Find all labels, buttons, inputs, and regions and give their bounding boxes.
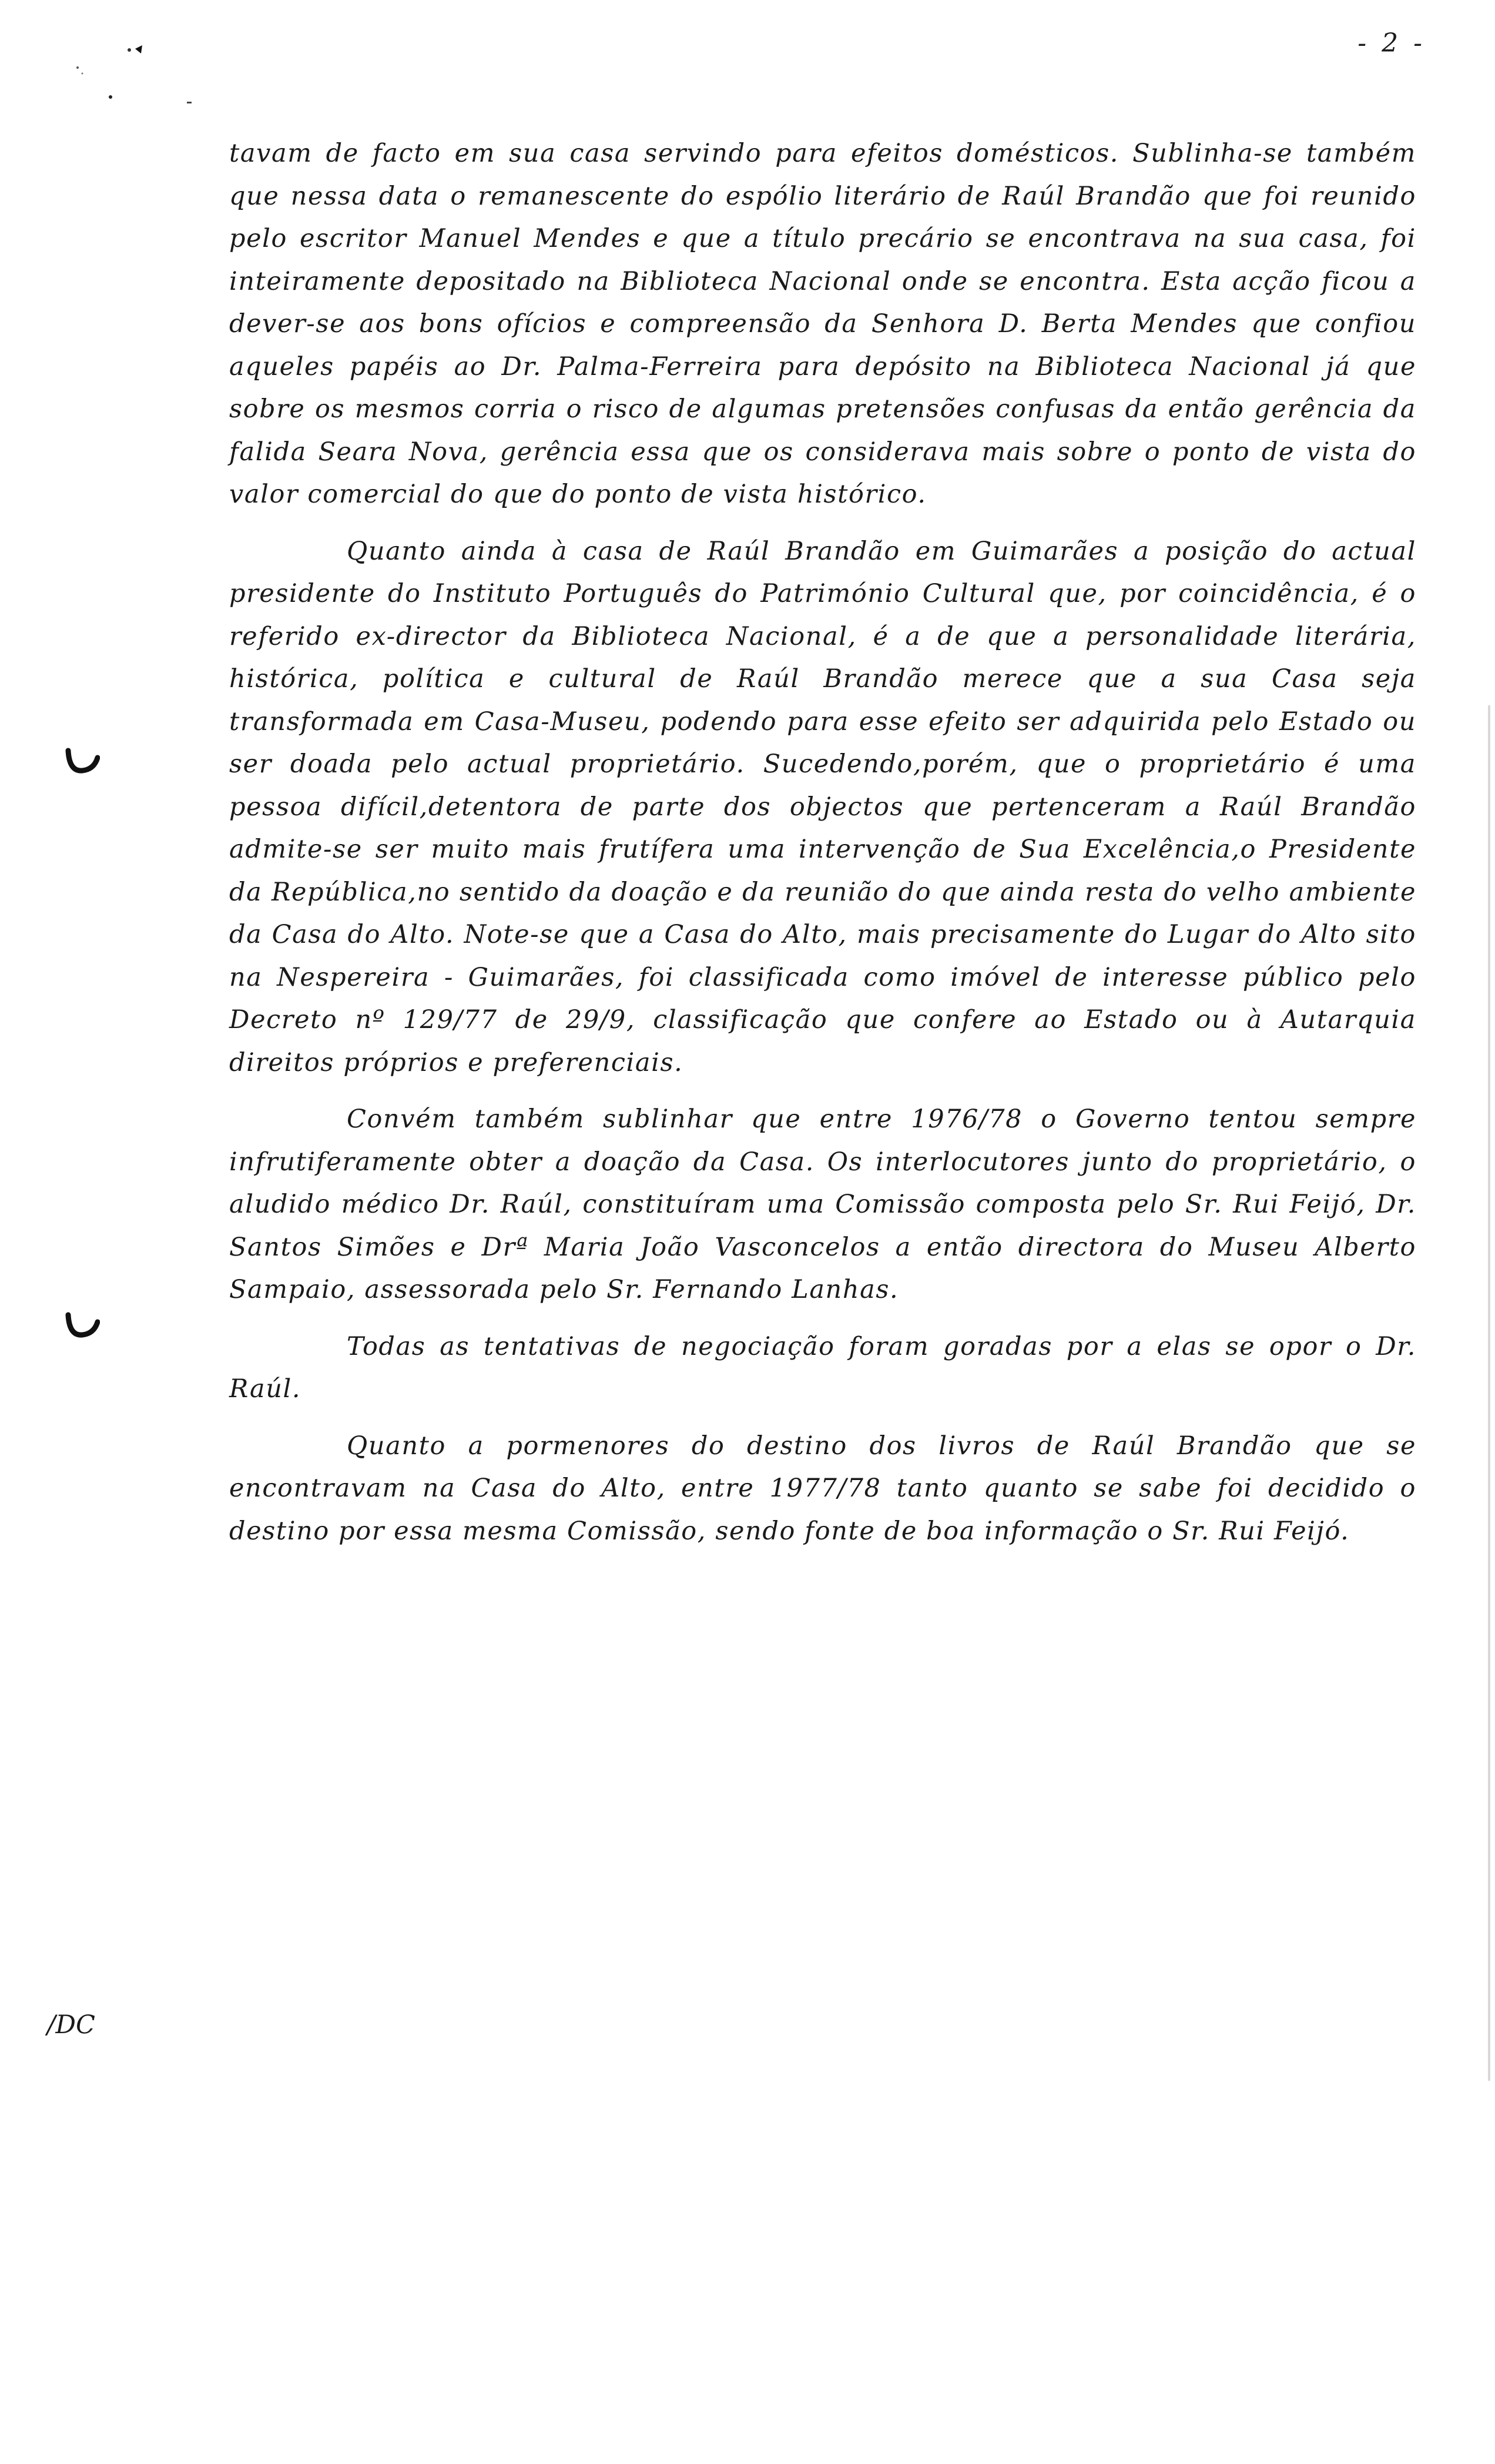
speck-dash [187,102,192,103]
speck-dot [82,73,83,75]
paragraph-4: Todas as tentativas de negociação foram goradas por a elas se opor o Dr. Raúl. [229,1331,1416,1404]
paragraph-2: Quanto ainda à casa de Raúl Brandão em Guimarães a posição do actual presidente do Instituto Português do Património Cultural que, por coincidência, é o referido ex-director da Biblioteca Nacional, é a de que a personalidade literária, histórica, política e cultural de Raúl Brandão merece que a sua Casa seja transformada em Casa-Museu, podendo para esse efeito ser adquirida pelo Estado ou ser doada pelo actual proprietário. Sucedendo,porém, que o proprietário é uma pessoa difícil,detentora de parte dos objectos que pertenceram a Raúl Brandão admite-se ser muito mais frutífera uma intervenção de Sua Excelência,o Presidente da República,no sentido da doação e da reunião do que ainda resta do velho ambiente da Casa do Alto. Note-se que a Casa do Alto, mais precisamente do Lugar do Alto sito na Nespereira - Guimarães, foi classificada como imóvel de interesse público pelo Decreto nº 129/77 de 29/9, classificação que confere ao Estado ou à Autarquia direitos próprios e preferenciais. [229,536,1416,1077]
scan-edge-line [1488,705,1490,2081]
typist-reference: /DC [47,2010,95,2040]
paragraph-3: Convém também sublinhar que entre 1976/78 o Governo tentou sempre infrutiferamente obter a doação da Casa. Os interlocutores junto do proprietário, o aludido médico Dr. Raúl, constituíram uma Comissão composta pelo Sr. Rui Feijó, Dr. Santos Simões e Drª Maria João Vasconcelos a então directora do Museu Alberto Sampaio, assessorada pelo Sr. Fernando Lanhas. [229,1104,1416,1304]
paragraph-1: tavam de facto em sua casa servindo para efeitos domésticos. Sublinha-se também que nessa data o remanescente do espólio literário de Raúl Brandão que foi reunido pelo escritor Manuel Mendes e que a título precário se encontrava na sua casa, foi inteiramente depositado na Biblioteca Nacional onde se encontra. Esta acção ficou a dever-se aos bons ofícios e compreensão da Senhora D. Berta Mendes que confiou aqueles papéis ao Dr. Palma-Ferreira para depósito na Biblioteca Nacional já que sobre os mesmos corria o risco de algumas pretensões confusas da então gerência da falida Seara Nova, gerência essa que os considerava mais sobre o ponto de vista do valor comercial do que do ponto de vista histórico. [229,139,1416,509]
punch-hole-mark [65,1308,100,1343]
letter-body [229,132,1416,1566]
paragraph-5: Quanto a pormenores do destino dos livros de Raúl Brandão que se encontravam na Casa do Alto, entre 1977/78 tanto quanto se sabe foi decidido o destino por essa mesma Comissão, sendo fonte de boa informação o Sr. Rui Feijó. [229,1431,1416,1546]
scan-specks [65,32,206,120]
speck-dot [109,95,112,99]
page-number: - 2 - [1357,28,1426,58]
speck-mark [135,45,142,53]
speck-dot [128,48,131,52]
speck-dot [76,66,79,69]
punch-hole-mark [65,744,100,779]
